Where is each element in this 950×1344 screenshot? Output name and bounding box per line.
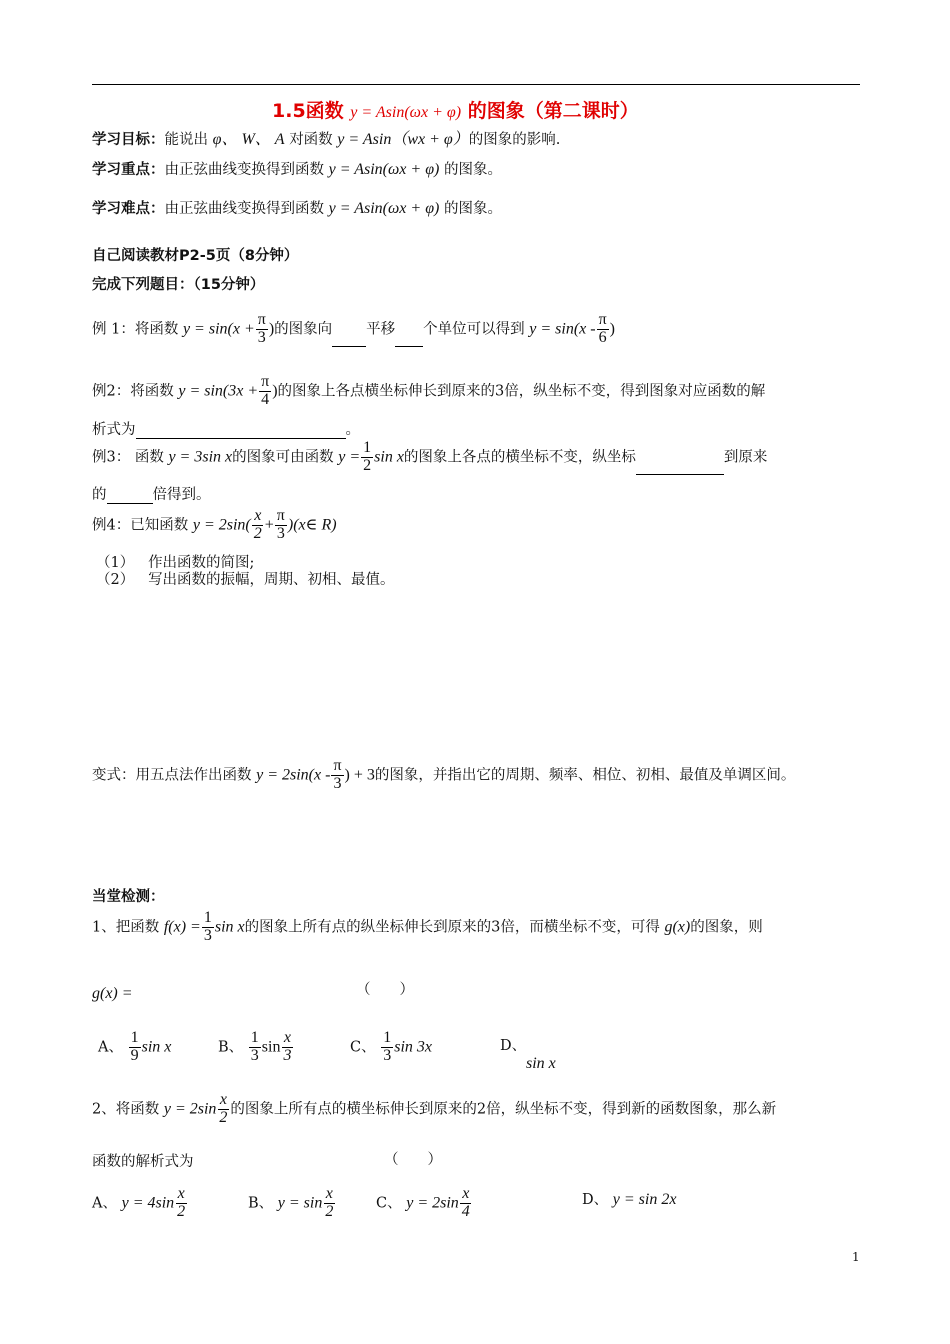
ex1-blank-1[interactable]	[332, 346, 366, 347]
example-4	[92, 508, 337, 543]
hard-suffix: 的图象。	[443, 201, 502, 217]
ex1-formula1-pre: y = sin(x +	[182, 320, 255, 338]
ex4-formula-post: )(x∈ R)	[287, 516, 337, 534]
ex3-blank-1[interactable]	[636, 474, 724, 475]
q1-c-den: 3	[383, 1046, 392, 1064]
ex4-f-num1: x	[254, 507, 262, 524]
q1-option-b[interactable]	[218, 1030, 294, 1065]
goal-text-a: 能说出	[164, 132, 208, 148]
q2-option-a[interactable]	[92, 1186, 188, 1221]
ex4-f-den2: 3	[276, 524, 285, 542]
q2-option-a-pre: y = 4sin	[121, 1194, 175, 1212]
q2-option-b-label: B、	[248, 1195, 274, 1212]
q2-text-b: 的图象上所有点的横坐标伸长到原来的2倍，纵坐标不变，得到新的函数图象，那么新	[230, 1101, 777, 1118]
title-prefix: 1.5函数	[272, 100, 344, 122]
goal-text-c: 的图象的影响.	[468, 132, 561, 148]
key-text: 由正弦曲线变换得到函数	[164, 162, 324, 178]
hard-text: 由正弦曲线变换得到函数	[164, 201, 324, 217]
complete-instruction: 完成下列题目：（15分钟）	[92, 277, 265, 293]
ex3-text-b: 的图象可由函数	[232, 449, 334, 466]
q1-text-b: 的图象上所有点的纵坐标伸长到原来的3倍，而横坐标不变，可得	[244, 919, 660, 936]
q2-answer-paren[interactable]: （ ）	[384, 1152, 442, 1168]
q1-option-a-label: A、	[98, 1039, 123, 1056]
ex1-f2-num: π	[598, 311, 607, 328]
ex1-text-c: 平移	[366, 321, 396, 338]
q1-option-c[interactable]	[350, 1030, 432, 1065]
q1-c-num: 1	[383, 1029, 392, 1046]
q1-formula-pre: f(x) =	[163, 918, 201, 936]
title-formula: y = Asin(ωx + φ)	[350, 104, 462, 121]
q1-answer-paren[interactable]: （ ）	[356, 982, 414, 998]
ex3-text-c: 的图象上各点的横坐标不变，纵坐标	[403, 449, 636, 466]
q2-option-c-pre: y = 2sin	[406, 1194, 459, 1212]
ex1-f2-den: 6	[598, 328, 607, 346]
ex4-f-num2: π	[276, 507, 285, 524]
ex4-q1-number: （1）	[96, 555, 135, 571]
q1-a-den: 9	[130, 1046, 139, 1064]
variant-f-den: 3	[333, 774, 342, 792]
ex2-text-a: 例2：将函数	[92, 383, 174, 400]
reading-instruction: 自己阅读教材P2-5页（8分钟）	[92, 248, 299, 264]
ex1-text-b: 的图象向	[274, 321, 333, 338]
check-q1	[92, 910, 763, 945]
q2-c-den: 4	[461, 1202, 470, 1220]
ex4-q1-text: 作出函数的简图;	[148, 555, 255, 571]
ex4-q2-text: 写出函数的振幅，周期、初相、最值。	[148, 572, 395, 588]
ex1-blank-2[interactable]	[395, 346, 423, 347]
variant-exercise	[92, 758, 795, 793]
q1-gx-equals: g(x) =	[92, 985, 133, 1002]
q2-a-den: 2	[177, 1202, 186, 1220]
key-formula: y = Asin(ωx + φ)	[328, 161, 440, 178]
ex3-f2-den: 2	[363, 456, 372, 474]
q1-b-num2: x	[283, 1029, 291, 1046]
goal-line	[92, 126, 560, 149]
q1-b-den: 3	[250, 1046, 259, 1064]
goal-label: 学习目标：	[92, 132, 165, 148]
ex3-text-a: 例3： 函数	[92, 449, 164, 466]
q1-option-b-frac2	[281, 1030, 293, 1065]
q1-option-c-label: C、	[350, 1039, 376, 1056]
ex2-text-b: 的图象上各点横坐标伸长到原来的3倍，纵坐标不变，得到图象对应函数的解	[277, 383, 766, 400]
q1-option-b-frac1	[249, 1030, 261, 1065]
ex1-formula2-post: )	[609, 320, 615, 338]
example-2	[92, 374, 765, 409]
q2-option-b-frac	[323, 1186, 335, 1221]
ex3-f2-num: 1	[363, 439, 372, 456]
ex4-q2-number: （2）	[96, 572, 135, 588]
ex4-formula-frac1	[252, 508, 264, 543]
q1-gx: g(x)	[664, 918, 691, 936]
variant-formula-frac	[331, 758, 343, 793]
ex1-formula1-post: )	[268, 320, 275, 338]
example-3	[92, 440, 767, 475]
q2-text-a: 2、将函数	[92, 1101, 160, 1118]
ex3-blank-2[interactable]	[107, 503, 153, 504]
q2-f-den: 2	[219, 1108, 228, 1126]
example-3-line2	[92, 483, 211, 504]
ex2-f-num: π	[261, 373, 270, 390]
q1-option-a[interactable]	[98, 1030, 171, 1065]
goal-formula: y = Asin（wx + φ）	[337, 131, 469, 148]
q2-text-c: 函数的解析式为	[92, 1154, 194, 1170]
ex4-formula-frac2	[275, 508, 287, 543]
q1-b-den2: 3	[283, 1046, 292, 1064]
q1-option-b-label: B、	[218, 1039, 244, 1056]
q2-option-c[interactable]	[376, 1186, 473, 1221]
hard-label: 学习难点：	[92, 201, 165, 217]
q2-option-d[interactable]	[582, 1188, 676, 1209]
ex3-text-e: 的	[92, 487, 107, 503]
ex1-text-a: 例 1：将函数	[92, 321, 179, 338]
ex2-text-c: 析式为	[92, 422, 136, 438]
ex2-answer-blank[interactable]	[136, 438, 346, 439]
check-q2	[92, 1092, 776, 1127]
ex3-formula2-frac	[361, 440, 373, 475]
goal-symbols: φ、 W、 A	[212, 131, 285, 148]
page-title	[272, 96, 639, 123]
ex3-text-f: 倍得到。	[152, 487, 211, 503]
goal-text-b: 对函数	[289, 132, 333, 148]
q2-f-num: x	[219, 1091, 227, 1108]
q2-option-b[interactable]	[248, 1186, 336, 1221]
hard-line	[92, 197, 502, 218]
q1-text-c: 的图象，则	[690, 919, 763, 936]
q1-option-c-frac	[381, 1030, 393, 1065]
q1-formula-frac	[202, 910, 214, 945]
ex2-formula-frac	[259, 374, 271, 409]
q2-a-num: x	[177, 1185, 185, 1202]
q2-option-d-pre: y = sin 2x	[612, 1191, 677, 1208]
variant-text-b: 的图象，并指出它的周期、频率、相位、初相、最值及单调区间。	[374, 767, 796, 784]
ex1-formula1-frac	[256, 312, 268, 347]
ex4-question-2	[96, 568, 395, 589]
hard-formula: y = Asin(ωx + φ)	[328, 200, 440, 217]
q1-option-d-post: sin x	[526, 1055, 556, 1072]
ex3-formula2-post: sin x	[374, 448, 404, 466]
q1-f-den: 3	[203, 926, 212, 944]
q2-formula-frac	[217, 1092, 229, 1127]
ex4-f-den1: 2	[253, 524, 262, 542]
q1-text-a: 1、把函数	[92, 919, 160, 936]
q2-option-a-label: A、	[92, 1195, 117, 1212]
q1-option-c-post: sin 3x	[394, 1038, 432, 1056]
q1-option-d[interactable]	[500, 1034, 556, 1073]
q2-c-num: x	[462, 1185, 470, 1202]
variant-text-a: 变式：用五点法作出函数	[92, 767, 252, 784]
example-2-line2	[92, 418, 360, 439]
ex1-f1-num: π	[257, 311, 266, 328]
ex1-formula2-pre: y = sin(x -	[529, 320, 596, 338]
ex2-text-d: 。	[345, 422, 360, 438]
q1-option-a-frac	[129, 1030, 141, 1065]
q2-b-den: 2	[325, 1202, 334, 1220]
q1-formula-post: sin x	[214, 918, 245, 936]
ex1-text-d: 个单位可以得到	[423, 321, 525, 338]
ex2-f-den: 4	[261, 390, 270, 408]
key-suffix: 的图象。	[443, 162, 502, 178]
ex3-formula1: y = 3sin x	[168, 448, 233, 466]
q1-option-a-post: sin x	[141, 1038, 172, 1056]
ex1-f1-den: 3	[257, 328, 266, 346]
q2-option-d-label: D、	[582, 1192, 609, 1208]
ex4-formula-pre: y = 2sin(	[192, 516, 251, 534]
q2-option-a-frac	[175, 1186, 187, 1221]
ex3-formula2-pre: y =	[338, 448, 361, 466]
ex2-formula-post: )	[272, 382, 278, 400]
title-suffix: 的图象（第二课时）	[467, 100, 639, 122]
q1-f-num: 1	[203, 909, 212, 926]
key-line	[92, 158, 502, 179]
q2-option-c-label: C、	[376, 1195, 402, 1212]
variant-formula-pre: y = 2sin(x -	[256, 766, 331, 784]
key-label: 学习重点：	[92, 162, 165, 178]
q1-b-num: 1	[250, 1029, 259, 1046]
q2-formula-pre: y = 2sin	[163, 1100, 217, 1118]
header-rule	[92, 84, 860, 85]
variant-f-num: π	[333, 757, 342, 774]
ex3-text-d: 到原来	[723, 449, 768, 466]
q1-option-b-mid: sin	[261, 1038, 281, 1056]
q2-option-b-pre: y = sin	[277, 1194, 323, 1212]
page-number: 1	[852, 1250, 860, 1264]
example-1	[92, 312, 615, 347]
q1-a-num: 1	[130, 1029, 139, 1046]
ex4-formula-mid: +	[264, 516, 274, 534]
q2-b-num: x	[325, 1185, 333, 1202]
ex1-formula2-frac	[597, 312, 609, 347]
check-section-label: 当堂检测：	[92, 889, 165, 905]
variant-formula-post: ) + 3	[344, 766, 375, 784]
q1-option-d-label: D、	[500, 1038, 527, 1054]
ex2-formula-pre: y = sin(3x +	[178, 382, 259, 400]
ex4-text-a: 例4：已知函数	[92, 517, 189, 534]
q2-option-c-frac	[460, 1186, 472, 1221]
